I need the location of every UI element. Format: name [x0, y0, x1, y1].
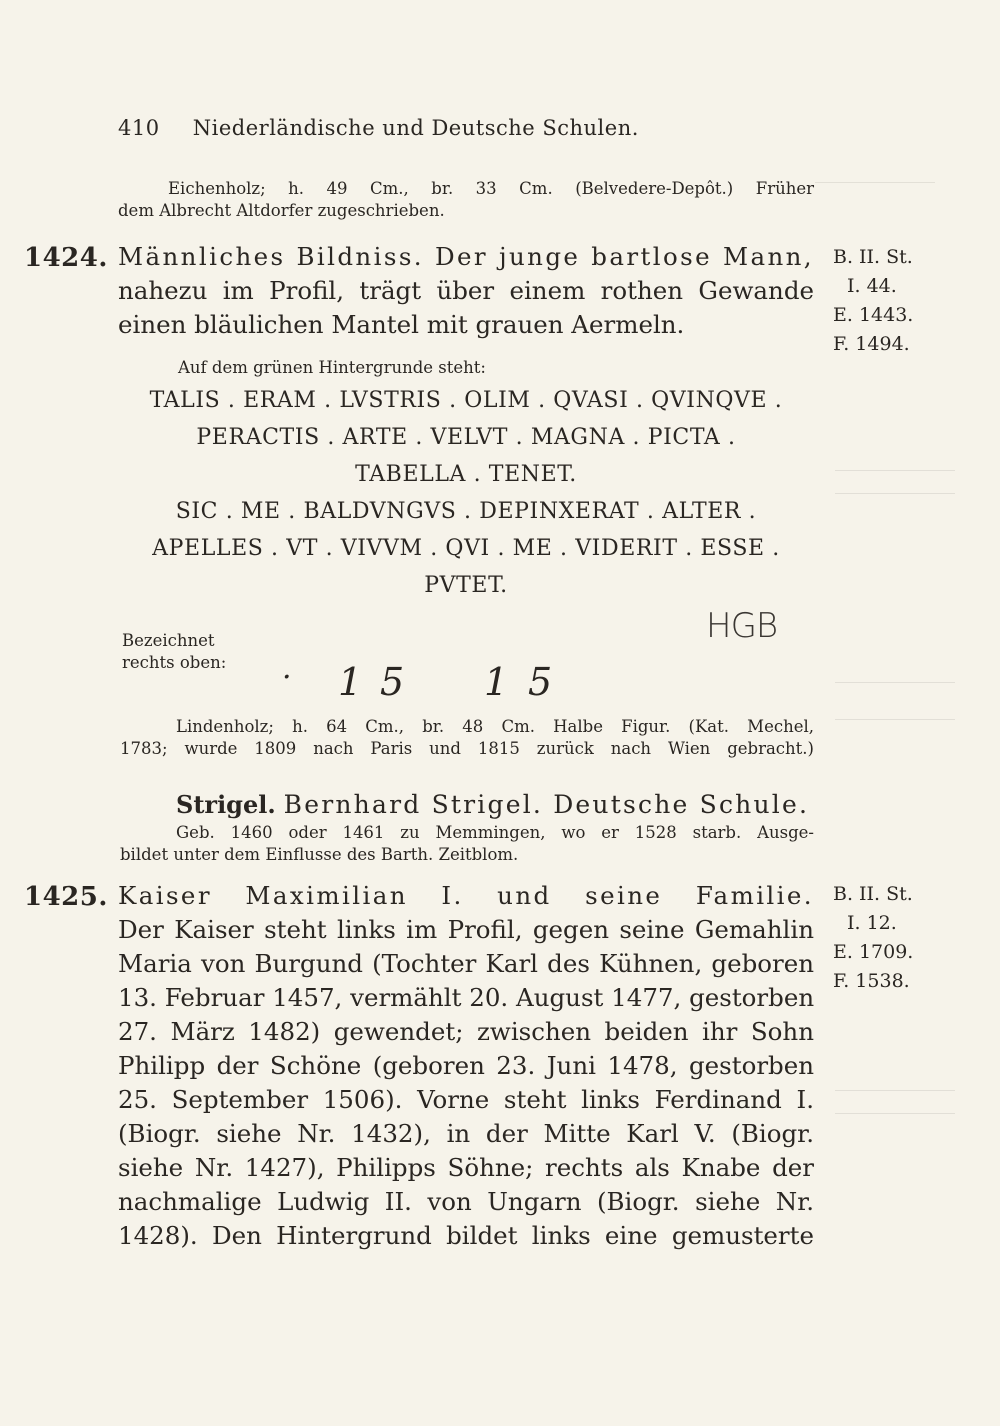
- reference: I. 12.: [847, 912, 897, 934]
- artist-biography: [120, 822, 814, 866]
- note-line: Lindenholz; h. 64 Cm., br. 48 Cm. Halbe Figur. (Kat. Mechel,: [176, 717, 814, 736]
- bio-line: bildet unter dem Einflusse des Barth. Zeitblom.: [120, 845, 519, 864]
- running-header: [118, 116, 639, 140]
- reference: B. II. St.: [833, 246, 913, 268]
- entry-number: 1425.: [24, 882, 108, 912]
- page-number: 410: [118, 116, 160, 140]
- note-line: dem Albrecht Altdorfer zugeschrieben.: [118, 201, 445, 220]
- bleed-through-artifact: [835, 470, 955, 494]
- entry-line: 1428). Den Hintergrund bildet links eine gemusterte: [118, 1221, 814, 1250]
- inscription-intro: Auf dem grünen Hintergrunde steht:: [178, 358, 486, 377]
- running-title: Niederländische und Deutsche Schulen.: [192, 116, 639, 140]
- entry-line: 27. März 1482) gewendet; zwischen beiden ihr Sohn: [118, 1017, 814, 1046]
- artist-heading: [176, 790, 809, 819]
- reference: B. II. St.: [833, 883, 913, 905]
- entry-1424-title-block: [118, 240, 814, 342]
- entry-line: Philipp der Schöne (geboren 23. Juni 1478, gestorben: [118, 1051, 814, 1080]
- reference: F. 1494.: [833, 333, 910, 355]
- entry-1424-note: [120, 716, 814, 760]
- inscription-line: TABELLA . TENET.: [355, 462, 577, 487]
- inscription-line: PERACTIS . ARTE . VELVT . MAGNA . PICTA .: [196, 425, 736, 450]
- signed-label: Bezeichnet rechts oben:: [122, 631, 227, 672]
- entry-line: Der Kaiser steht links im Profil, gegen seine Gemahlin: [118, 915, 814, 944]
- entry-1425-references: [833, 880, 913, 996]
- date-mark-digit: 1: [484, 660, 509, 704]
- inscription-line: PVTET.: [424, 573, 508, 598]
- entry-1425-text: [118, 879, 814, 1253]
- bio-line: Geb. 1460 oder 1461 zu Memmingen, wo er 1528 starb. Ausge-: [176, 823, 814, 842]
- artist-short-name: Strigel.: [176, 790, 276, 819]
- reference: I. 44.: [847, 275, 897, 297]
- entry-line: (Biogr. siehe Nr. 1432), in der Mitte Karl V. (Biogr.: [118, 1119, 814, 1148]
- bleed-through-artifact: [815, 182, 935, 193]
- inscription-line: SIC . ME . BALDVNGVS . DEPINXERAT . ALTER .: [175, 499, 757, 524]
- entry-line: einen bläulichen Mantel mit grauen Aermeln.: [118, 310, 685, 339]
- previous-entry-note: [118, 178, 814, 222]
- note-line: 1783; wurde 1809 nach Paris und 1815 zurück nach Wien gebracht.): [120, 739, 814, 758]
- inscription-line: APELLES . VT . VIVVM . QVI . ME . VIDERIT . ESSE .: [152, 536, 780, 561]
- entry-line: 13. Februar 1457, vermählt 20. August 1477, gestorben: [118, 983, 815, 1012]
- entry-number: 1424.: [24, 243, 108, 273]
- entry-line: Maria von Burgund (Tochter Karl des Kühnen, geboren: [118, 949, 814, 978]
- entry-line: Männliches Bildniss. Der junge bartlose Mann,: [118, 242, 814, 271]
- reference: E. 1443.: [833, 304, 914, 326]
- date-mark-digit: 1: [338, 660, 363, 704]
- artist-monogram: HGB: [706, 606, 778, 646]
- entry-line: 25. September 1506). Vorne steht links Ferdinand I.: [118, 1085, 814, 1114]
- bleed-through-artifact: [835, 682, 955, 720]
- entry-line: Kaiser Maximilian I. und seine Familie.: [118, 881, 814, 910]
- reference: E. 1709.: [833, 941, 914, 963]
- inscription: [118, 382, 814, 604]
- inscription-line: TALIS . ERAM . LVSTRIS . OLIM . QVASI . QVINQVE .: [149, 388, 783, 413]
- artist-full-name: Bernhard Strigel. Deutsche Schule.: [283, 790, 810, 819]
- entry-line: siehe Nr. 1427), Philipps Söhne; rechts als Knabe der: [118, 1153, 814, 1182]
- entry-line: nachmalige Ludwig II. von Ungarn (Biogr. siehe Nr.: [118, 1187, 814, 1216]
- reference: F. 1538.: [833, 970, 910, 992]
- date-mark-dot: ·: [282, 660, 292, 695]
- entry-1424-references: [833, 243, 913, 359]
- date-mark-digit: 5: [380, 660, 405, 704]
- bleed-through-artifact: [835, 1090, 955, 1114]
- note-line: Eichenholz; h. 49 Cm., br. 33 Cm. (Belvedere-Depôt.) Früher: [168, 179, 814, 198]
- entry-line: nahezu im Profil, trägt über einem rothen Gewande: [118, 276, 814, 305]
- date-mark-digit: 5: [528, 660, 553, 704]
